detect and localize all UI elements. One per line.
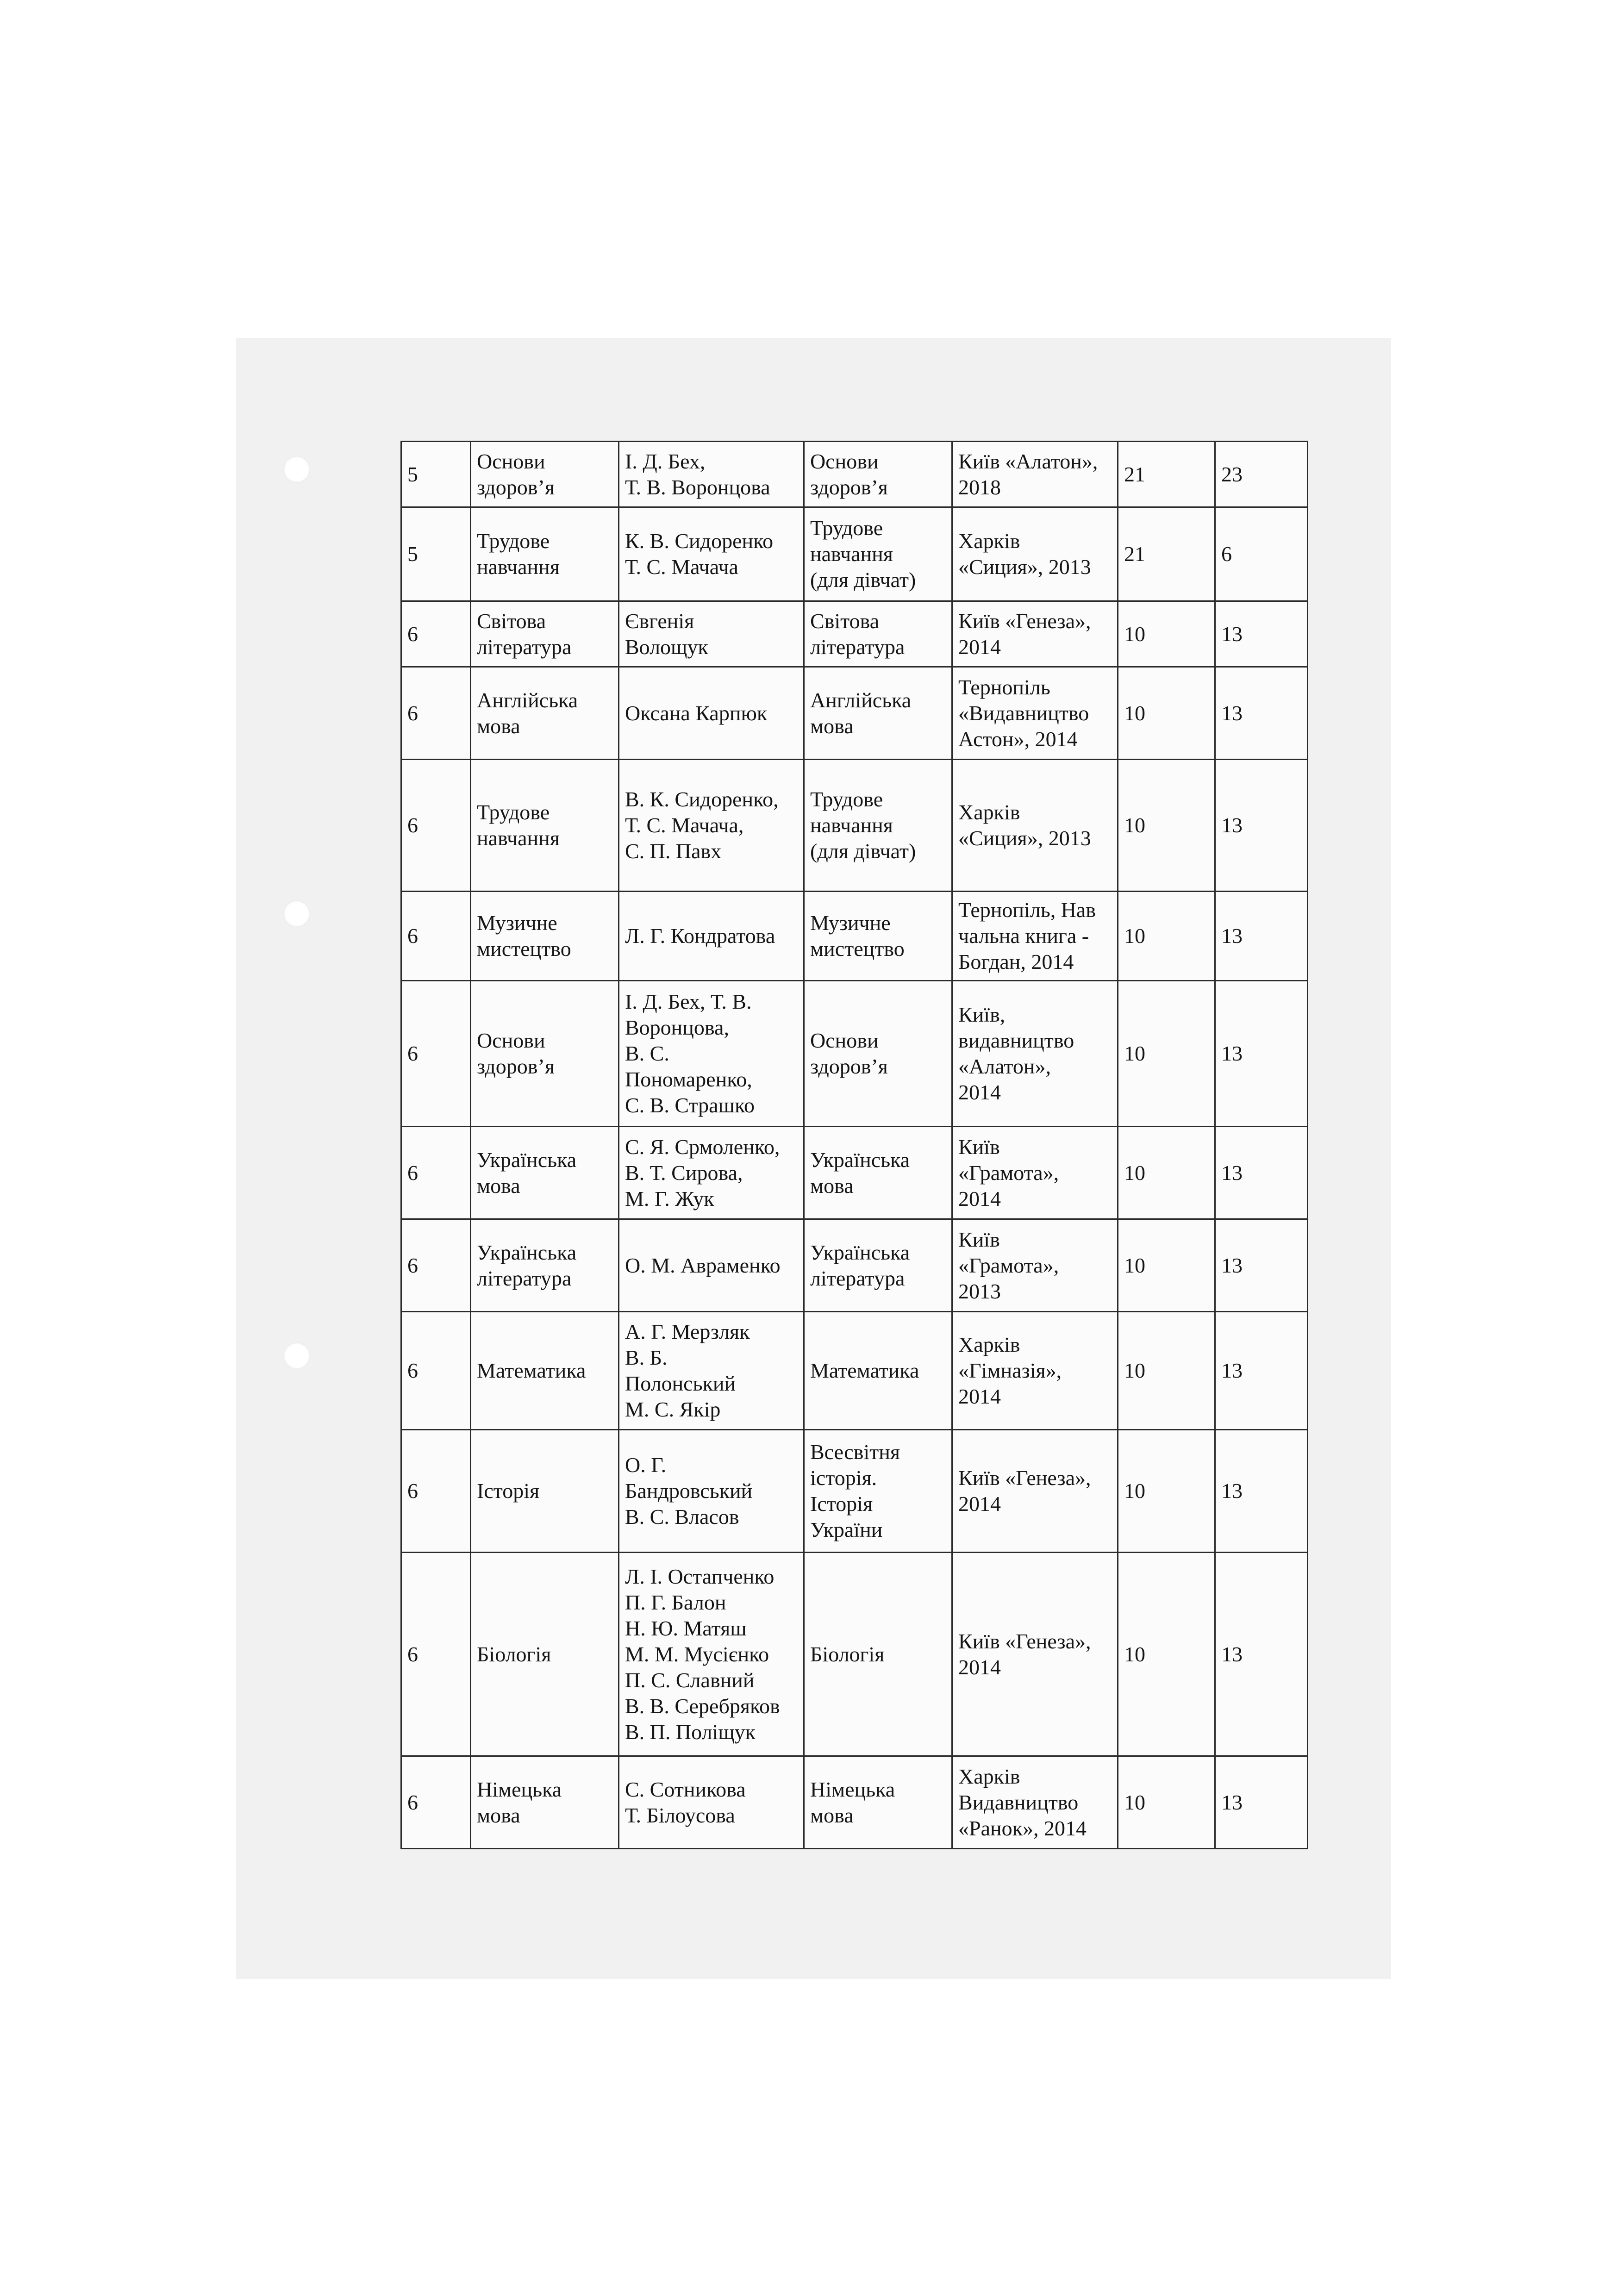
count-cell: 10 bbox=[1118, 1430, 1215, 1553]
table-row bbox=[401, 601, 1308, 667]
textbook-title-cell: Всесвітня історія. Історія України bbox=[804, 1430, 952, 1553]
authors-cell: Л. І. Остапченко П. Г. Балон Н. Ю. Матяш М. М. Мусієнко П. С. Славний В. В. Серебряков В. П. Поліщук bbox=[619, 1553, 804, 1756]
textbook-title-cell: Англійська мова bbox=[804, 667, 952, 760]
subject-cell: Основи здоров’я bbox=[471, 981, 619, 1127]
publisher-cell: Харків Видавництво «Ранок», 2014 bbox=[952, 1756, 1118, 1849]
publisher-cell: Харків «Сиция», 2013 bbox=[952, 760, 1118, 892]
grade-cell: 6 bbox=[401, 1219, 471, 1312]
table-row bbox=[401, 507, 1308, 601]
publisher-cell: Київ «Грамота», 2014 bbox=[952, 1127, 1118, 1219]
grade-cell: 6 bbox=[401, 760, 471, 892]
count-cell: 21 bbox=[1118, 442, 1215, 507]
subject-cell: Історія bbox=[471, 1430, 619, 1553]
count-cell: 13 bbox=[1215, 667, 1308, 760]
subject-cell: Трудове навчання bbox=[471, 760, 619, 892]
count-cell: 13 bbox=[1215, 1756, 1308, 1849]
grade-cell: 6 bbox=[401, 667, 471, 760]
subject-cell: Українська література bbox=[471, 1219, 619, 1312]
count-cell: 13 bbox=[1215, 760, 1308, 892]
grade-cell: 6 bbox=[401, 892, 471, 981]
subject-cell: Музичне мистецтво bbox=[471, 892, 619, 981]
count-cell: 13 bbox=[1215, 1219, 1308, 1312]
publisher-cell: Київ «Генеза», 2014 bbox=[952, 1553, 1118, 1756]
grade-cell: 6 bbox=[401, 1430, 471, 1553]
count-cell: 13 bbox=[1215, 1312, 1308, 1430]
grade-cell: 6 bbox=[401, 1312, 471, 1430]
table-row bbox=[401, 1553, 1308, 1756]
authors-cell: О. М. Авраменко bbox=[619, 1219, 804, 1312]
count-cell: 21 bbox=[1118, 507, 1215, 601]
table-row bbox=[401, 760, 1308, 892]
count-cell: 10 bbox=[1118, 601, 1215, 667]
textbook-title-cell: Німецька мова bbox=[804, 1756, 952, 1849]
authors-cell: В. К. Сидоренко, Т. С. Мачача, С. П. Павх bbox=[619, 760, 804, 892]
textbook-title-cell: Біологія bbox=[804, 1553, 952, 1756]
publisher-cell: Київ «Генеза», 2014 bbox=[952, 1430, 1118, 1553]
authors-cell: Л. Г. Кондратова bbox=[619, 892, 804, 981]
subject-cell: Біологія bbox=[471, 1553, 619, 1756]
authors-cell: Оксана Карпюк bbox=[619, 667, 804, 760]
punch-hole-middle bbox=[283, 900, 310, 927]
publisher-cell: Київ «Грамота», 2013 bbox=[952, 1219, 1118, 1312]
grade-cell: 6 bbox=[401, 1127, 471, 1219]
count-cell: 23 bbox=[1215, 442, 1308, 507]
authors-cell: С. Сотникова Т. Білоусова bbox=[619, 1756, 804, 1849]
publisher-cell: Харків «Сиция», 2013 bbox=[952, 507, 1118, 601]
authors-cell: І. Д. Бех, Т. В. Воронцова, В. С. Пономаренко, С. В. Страшко bbox=[619, 981, 804, 1127]
authors-cell: О. Г. Бандровський В. С. Власов bbox=[619, 1430, 804, 1553]
subject-cell: Математика bbox=[471, 1312, 619, 1430]
count-cell: 13 bbox=[1215, 1430, 1308, 1553]
count-cell: 10 bbox=[1118, 667, 1215, 760]
table-row bbox=[401, 442, 1308, 507]
publisher-cell: Харків «Гімназія», 2014 bbox=[952, 1312, 1118, 1430]
textbook-table bbox=[400, 441, 1308, 1849]
count-cell: 13 bbox=[1215, 601, 1308, 667]
table-row bbox=[401, 667, 1308, 760]
publisher-cell: Київ «Генеза», 2014 bbox=[952, 601, 1118, 667]
textbook-title-cell: Українська література bbox=[804, 1219, 952, 1312]
count-cell: 13 bbox=[1215, 1553, 1308, 1756]
table-row bbox=[401, 892, 1308, 981]
count-cell: 10 bbox=[1118, 1553, 1215, 1756]
subject-cell: Трудове навчання bbox=[471, 507, 619, 601]
table-row bbox=[401, 1219, 1308, 1312]
authors-cell: І. Д. Бех, Т. В. Воронцова bbox=[619, 442, 804, 507]
count-cell: 10 bbox=[1118, 1219, 1215, 1312]
count-cell: 10 bbox=[1118, 981, 1215, 1127]
table-row bbox=[401, 1756, 1308, 1849]
publisher-cell: Київ, видавництво «Алатон», 2014 bbox=[952, 981, 1118, 1127]
authors-cell: С. Я. Срмоленко, В. Т. Сирова, М. Г. Жук bbox=[619, 1127, 804, 1219]
subject-cell: Німецька мова bbox=[471, 1756, 619, 1849]
textbook-title-cell: Основи здоров’я bbox=[804, 981, 952, 1127]
publisher-cell: Київ «Алатон», 2018 bbox=[952, 442, 1118, 507]
textbook-title-cell: Основи здоров’я bbox=[804, 442, 952, 507]
textbook-title-cell: Музичне мистецтво bbox=[804, 892, 952, 981]
count-cell: 10 bbox=[1118, 892, 1215, 981]
grade-cell: 5 bbox=[401, 442, 471, 507]
count-cell: 10 bbox=[1118, 1756, 1215, 1849]
subject-cell: Українська мова bbox=[471, 1127, 619, 1219]
textbook-title-cell: Математика bbox=[804, 1312, 952, 1430]
count-cell: 6 bbox=[1215, 507, 1308, 601]
authors-cell: К. В. Сидоренко Т. С. Мачача bbox=[619, 507, 804, 601]
textbook-title-cell: Трудове навчання (для дівчат) bbox=[804, 507, 952, 601]
authors-cell: Євгенія Волощук bbox=[619, 601, 804, 667]
table-row bbox=[401, 1127, 1308, 1219]
textbook-title-cell: Світова література bbox=[804, 601, 952, 667]
subject-cell: Світова література bbox=[471, 601, 619, 667]
grade-cell: 6 bbox=[401, 981, 471, 1127]
publisher-cell: Тернопіль «Видавництво Астон», 2014 bbox=[952, 667, 1118, 760]
grade-cell: 6 bbox=[401, 1756, 471, 1849]
authors-cell: А. Г. Мерзляк В. Б. Полонський М. С. Якір bbox=[619, 1312, 804, 1430]
subject-cell: Основи здоров’я bbox=[471, 442, 619, 507]
count-cell: 10 bbox=[1118, 1127, 1215, 1219]
table-row bbox=[401, 1312, 1308, 1430]
table-body bbox=[401, 442, 1308, 1849]
count-cell: 10 bbox=[1118, 1312, 1215, 1430]
grade-cell: 6 bbox=[401, 601, 471, 667]
grade-cell: 6 bbox=[401, 1553, 471, 1756]
punch-hole-top bbox=[283, 456, 310, 483]
textbook-title-cell: Українська мова bbox=[804, 1127, 952, 1219]
count-cell: 10 bbox=[1118, 760, 1215, 892]
table-row bbox=[401, 981, 1308, 1127]
punch-hole-bottom bbox=[283, 1342, 310, 1369]
count-cell: 13 bbox=[1215, 981, 1308, 1127]
subject-cell: Англійська мова bbox=[471, 667, 619, 760]
textbook-title-cell: Трудове навчання (для дівчат) bbox=[804, 760, 952, 892]
grade-cell: 5 bbox=[401, 507, 471, 601]
table-row bbox=[401, 1430, 1308, 1553]
count-cell: 13 bbox=[1215, 892, 1308, 981]
count-cell: 13 bbox=[1215, 1127, 1308, 1219]
publisher-cell: Тернопіль, Нав чальна книга - Богдан, 2014 bbox=[952, 892, 1118, 981]
